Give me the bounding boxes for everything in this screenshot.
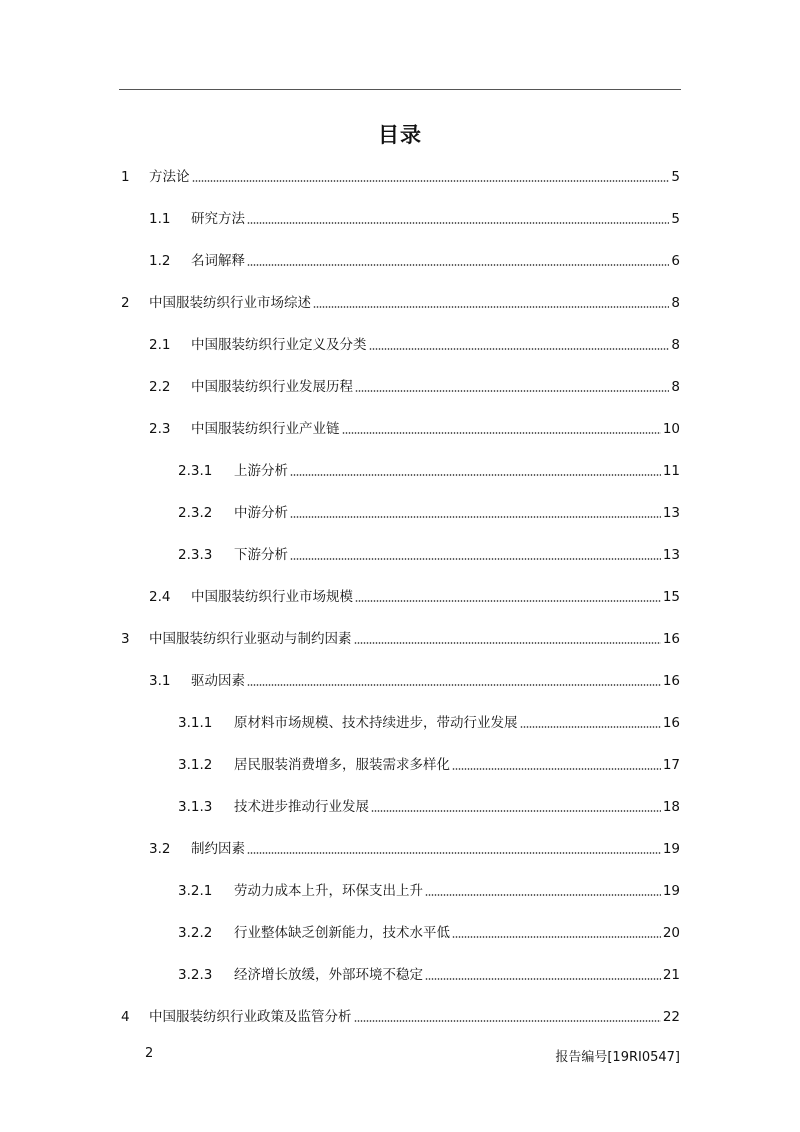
toc-entry-page: 8 [671, 295, 680, 311]
toc-entry-page: 16 [662, 673, 680, 689]
toc-entry[interactable] [178, 755, 680, 775]
toc-dot-leader [425, 978, 661, 980]
toc-entry-number: 3.1 [149, 673, 171, 689]
toc-dot-leader [369, 348, 670, 350]
toc-entry-label: 中国服装纺织行业政策及监管分析 [149, 1009, 352, 1025]
toc-entry-number: 2.4 [149, 589, 171, 605]
toc-entry[interactable] [178, 923, 680, 943]
toc-entry-page: 16 [662, 715, 680, 731]
toc-entry-page: 17 [662, 757, 680, 773]
toc-entry[interactable] [178, 797, 680, 817]
toc-entry-number: 2.3.1 [178, 463, 213, 479]
toc-entry-label: 制约因素 [191, 841, 245, 857]
toc-dot-leader [247, 852, 661, 854]
toc-entry-number: 3.2.1 [178, 883, 213, 899]
toc-entry[interactable] [149, 251, 680, 271]
toc-entry-label: 方法论 [149, 169, 190, 185]
toc-entry-number: 3 [121, 631, 130, 647]
toc-entry[interactable] [149, 587, 680, 607]
toc-dot-leader [520, 726, 661, 728]
toc-entry[interactable] [149, 671, 680, 691]
toc-entry-label: 行业整体缺乏创新能力，技术水平低 [234, 925, 450, 941]
toc-entry-page: 15 [662, 589, 680, 605]
toc-entry[interactable] [149, 377, 680, 397]
toc-entry[interactable] [149, 335, 680, 355]
toc-entry-page: 13 [662, 505, 680, 521]
toc-entry[interactable] [121, 293, 680, 313]
toc-entry-number: 1.2 [149, 253, 171, 269]
toc-entry-page: 5 [671, 169, 680, 185]
toc-entry-page: 20 [662, 925, 680, 941]
toc-entry-number: 1 [121, 169, 130, 185]
toc-entry-page: 5 [671, 211, 680, 227]
toc-dot-leader [247, 684, 661, 686]
toc-entry-number: 2.3.3 [178, 547, 213, 563]
toc-dot-leader [425, 894, 661, 896]
toc-entry-number: 2.3 [149, 421, 171, 437]
toc-dot-leader [371, 810, 661, 812]
toc-entry-page: 11 [662, 463, 680, 479]
toc-entry-number: 4 [121, 1009, 130, 1025]
toc-dot-leader [452, 768, 661, 770]
toc-entry[interactable] [121, 1007, 680, 1027]
toc-entry-label: 下游分析 [234, 547, 288, 563]
toc-dot-leader [313, 306, 669, 308]
toc-entry[interactable] [178, 503, 680, 523]
toc-entry-label: 中国服装纺织行业驱动与制约因素 [149, 631, 352, 647]
toc-dot-leader [452, 936, 661, 938]
toc-entry-number: 1.1 [149, 211, 171, 227]
toc-entry-label: 中国服装纺织行业发展历程 [191, 379, 353, 395]
toc-entry-number: 2.2 [149, 379, 171, 395]
toc-entry[interactable] [149, 419, 680, 439]
toc-entry-label: 劳动力成本上升，环保支出上升 [234, 883, 423, 899]
page-number: 2 [145, 1046, 154, 1061]
toc-entry-label: 中国服装纺织行业产业链 [191, 421, 340, 437]
toc-entry-number: 3.1.2 [178, 757, 213, 773]
toc-entry-label: 技术进步推动行业发展 [234, 799, 369, 815]
toc-entry-label: 原材料市场规模、技术持续进步，带动行业发展 [234, 715, 518, 731]
toc-entry-number: 3.2.3 [178, 967, 213, 983]
toc-entry-number: 3.2.2 [178, 925, 213, 941]
toc-entry-number: 2 [121, 295, 130, 311]
toc-entry-label: 经济增长放缓，外部环境不稳定 [234, 967, 423, 983]
toc-entry-page: 18 [662, 799, 680, 815]
toc-entry[interactable] [121, 629, 680, 649]
toc-entry[interactable] [149, 839, 680, 859]
toc-entry-page: 21 [662, 967, 680, 983]
toc-entry-label: 中国服装纺织行业市场综述 [149, 295, 311, 311]
toc-dot-leader [355, 390, 669, 392]
toc-entry-label: 中游分析 [234, 505, 288, 521]
toc-entry[interactable] [178, 545, 680, 565]
toc-dot-leader [290, 474, 661, 476]
toc-entry[interactable] [178, 965, 680, 985]
toc-dot-leader [290, 516, 661, 518]
toc-entry-page: 8 [671, 379, 680, 395]
toc-entry-number: 2.1 [149, 337, 171, 353]
toc-entry-number: 3.1.3 [178, 799, 213, 815]
toc-entry-number: 2.3.2 [178, 505, 213, 521]
toc-dot-leader [354, 1020, 661, 1022]
toc-entry-label: 名词解释 [191, 253, 245, 269]
toc-entry-page: 6 [671, 253, 680, 269]
toc-entry[interactable] [178, 461, 680, 481]
toc-entry-label: 研究方法 [191, 211, 245, 227]
toc-entry-number: 3.2 [149, 841, 171, 857]
toc-dot-leader [342, 432, 661, 434]
toc-entry-label: 中国服装纺织行业市场规模 [191, 589, 353, 605]
toc-entry-page: 8 [671, 337, 680, 353]
toc-entry-page: 19 [662, 883, 680, 899]
toc-entry[interactable] [121, 167, 680, 187]
toc-entry[interactable] [149, 209, 680, 229]
toc-dot-leader [247, 264, 669, 266]
toc-dot-leader [192, 180, 670, 182]
toc-entry-label: 中国服装纺织行业定义及分类 [191, 337, 367, 353]
toc-entry-label: 居民服装消费增多，服装需求多样化 [234, 757, 450, 773]
toc-entry[interactable] [178, 881, 680, 901]
toc-entry-label: 驱动因素 [191, 673, 245, 689]
toc-entry-number: 3.1.1 [178, 715, 213, 731]
report-code: 报告编号[19RI0547] [555, 1050, 680, 1065]
toc-dot-leader [290, 558, 661, 560]
toc-dot-leader [355, 600, 661, 602]
toc-entry-page: 13 [662, 547, 680, 563]
toc-entry[interactable] [178, 713, 680, 733]
toc-entry-page: 19 [662, 841, 680, 857]
toc-entry-page: 16 [662, 631, 680, 647]
toc-entry-page: 10 [662, 421, 680, 437]
toc-dot-leader [354, 642, 661, 644]
page-title: 目录 [378, 123, 422, 147]
toc-entry-label: 上游分析 [234, 463, 288, 479]
toc-entry-page: 22 [662, 1009, 680, 1025]
toc-dot-leader [247, 222, 669, 224]
